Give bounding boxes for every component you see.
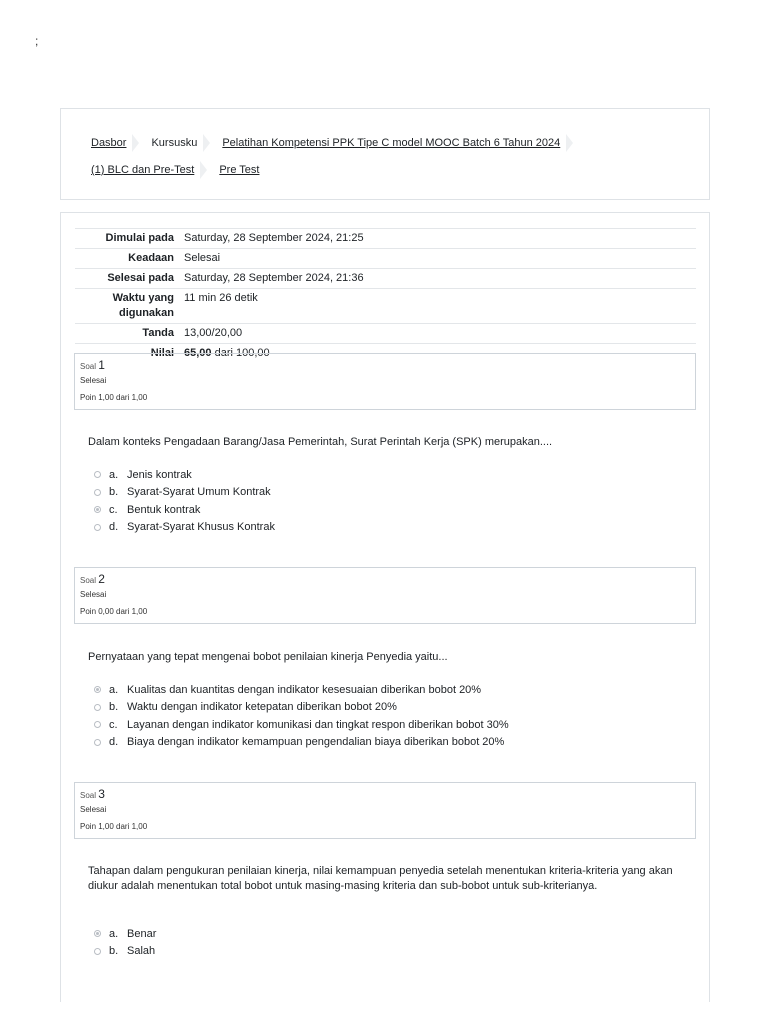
breadcrumb-pre-test[interactable]: Pre Test	[219, 164, 260, 176]
radio-icon[interactable]	[94, 704, 101, 711]
question-info-2	[74, 567, 696, 624]
summary-label-line: Waktu yang	[112, 292, 174, 304]
question-state: Selesai	[80, 376, 107, 385]
summary-label: Nilai	[150, 347, 174, 359]
question-grade: Poin 1,00 dari 1,00	[80, 393, 148, 402]
summary-value: 11 min 26 detik	[184, 292, 258, 304]
radio-checked-icon[interactable]	[94, 506, 101, 513]
summary-row-time-taken	[75, 288, 696, 323]
question-number: Soal 2	[80, 572, 105, 586]
summary-label: Selesai pada	[107, 272, 174, 284]
summary-row-marks	[75, 323, 696, 343]
question-state: Selesai	[80, 590, 107, 599]
question-state: Selesai	[80, 805, 107, 814]
attempt-summary-table	[75, 228, 696, 363]
question-grade: Poin 1,00 dari 1,00	[80, 822, 148, 831]
summary-label: Keadaan	[128, 252, 174, 264]
question-text-2: Pernyataan yang tepat mengenai bobot penilaian kinerja Penyedia yaitu...	[88, 651, 448, 663]
answer-option[interactable]: d. Biaya dengan indikator kemampuan pengendalian biaya diberikan bobot 20%	[94, 734, 509, 752]
question-number: Soal 1	[80, 358, 105, 372]
summary-value: Selesai	[184, 252, 221, 264]
answer-option[interactable]: b. Waktu dengan indikator ketepatan diberikan bobot 20%	[94, 699, 509, 717]
question-info-3	[74, 782, 696, 839]
answer-list-2	[94, 681, 509, 751]
radio-checked-icon[interactable]	[94, 930, 101, 937]
answer-option[interactable]: c. Layanan dengan indikator komunikasi dan tingkat respon diberikan bobot 30%	[94, 716, 509, 734]
radio-icon[interactable]	[94, 489, 101, 496]
breadcrumb-chevron-icon	[200, 161, 207, 179]
summary-value: Saturday, 28 September 2024, 21:36	[184, 272, 364, 284]
summary-label: Tanda	[142, 327, 174, 339]
summary-value: 13,00/20,00	[184, 327, 243, 339]
radio-icon[interactable]	[94, 739, 101, 746]
summary-label: Dimulai pada	[105, 232, 174, 244]
radio-icon[interactable]	[94, 471, 101, 478]
radio-icon[interactable]	[94, 524, 101, 531]
question-text-1: Dalam konteks Pengadaan Barang/Jasa Pemerintah, Surat Perintah Kerja (SPK) merupakan....	[88, 436, 553, 448]
stray-semicolon: ;	[35, 34, 39, 48]
question-number: Soal 3	[80, 787, 105, 801]
summary-row-completed	[75, 268, 696, 288]
summary-value: Saturday, 28 September 2024, 21:25	[184, 232, 364, 244]
answer-option[interactable]: b. Salah	[94, 943, 156, 961]
question-grade: Poin 0,00 dari 1,00	[80, 607, 148, 616]
radio-checked-icon[interactable]	[94, 686, 101, 693]
question-info-1	[74, 353, 696, 410]
breadcrumb-course[interactable]: Pelatihan Kompetensi PPK Tipe C model MOOC Batch 6 Tahun 2024	[222, 137, 561, 149]
answer-option[interactable]: d. Syarat-Syarat Khusus Kontrak	[94, 519, 275, 537]
radio-icon[interactable]	[94, 948, 101, 955]
summary-row-state	[75, 248, 696, 268]
breadcrumb-section[interactable]: (1) BLC dan Pre-Test	[91, 164, 195, 176]
grade-score: 65,00	[184, 347, 212, 359]
summary-label-line: digunakan	[118, 307, 174, 319]
answer-option[interactable]: a. Jenis kontrak	[94, 466, 275, 484]
breadcrumb-kursusku: Kursusku	[151, 137, 198, 149]
answer-option[interactable]: a. Benar	[94, 925, 156, 943]
answer-option[interactable]: a. Kualitas dan kuantitas dengan indikator kesesuaian diberikan bobot 20%	[94, 681, 509, 699]
grade-suffix: dari 100,00	[214, 347, 270, 359]
answer-list-1	[94, 466, 275, 536]
question-text-3: Tahapan dalam pengukuran penilaian kinerja, nilai kemampuan penyedia setelah menentukan kriteria-kriteria yang akan diukur adalah menentukan total bobot untuk masing-masing kriteria dan sub-bobot untuk sub-kriterianya.	[88, 865, 673, 892]
answer-option[interactable]: b. Syarat-Syarat Umum Kontrak	[94, 484, 275, 502]
answer-list-3	[94, 925, 156, 960]
breadcrumb-chevron-icon	[203, 134, 210, 152]
radio-icon[interactable]	[94, 721, 101, 728]
summary-label	[75, 291, 184, 321]
answer-option[interactable]: c. Bentuk kontrak	[94, 501, 275, 519]
breadcrumb-dasbor[interactable]: Dasbor	[91, 137, 127, 149]
summary-row-started	[75, 228, 696, 248]
breadcrumb	[60, 108, 710, 200]
breadcrumb-chevron-icon	[566, 134, 573, 152]
breadcrumb-chevron-icon	[132, 134, 139, 152]
